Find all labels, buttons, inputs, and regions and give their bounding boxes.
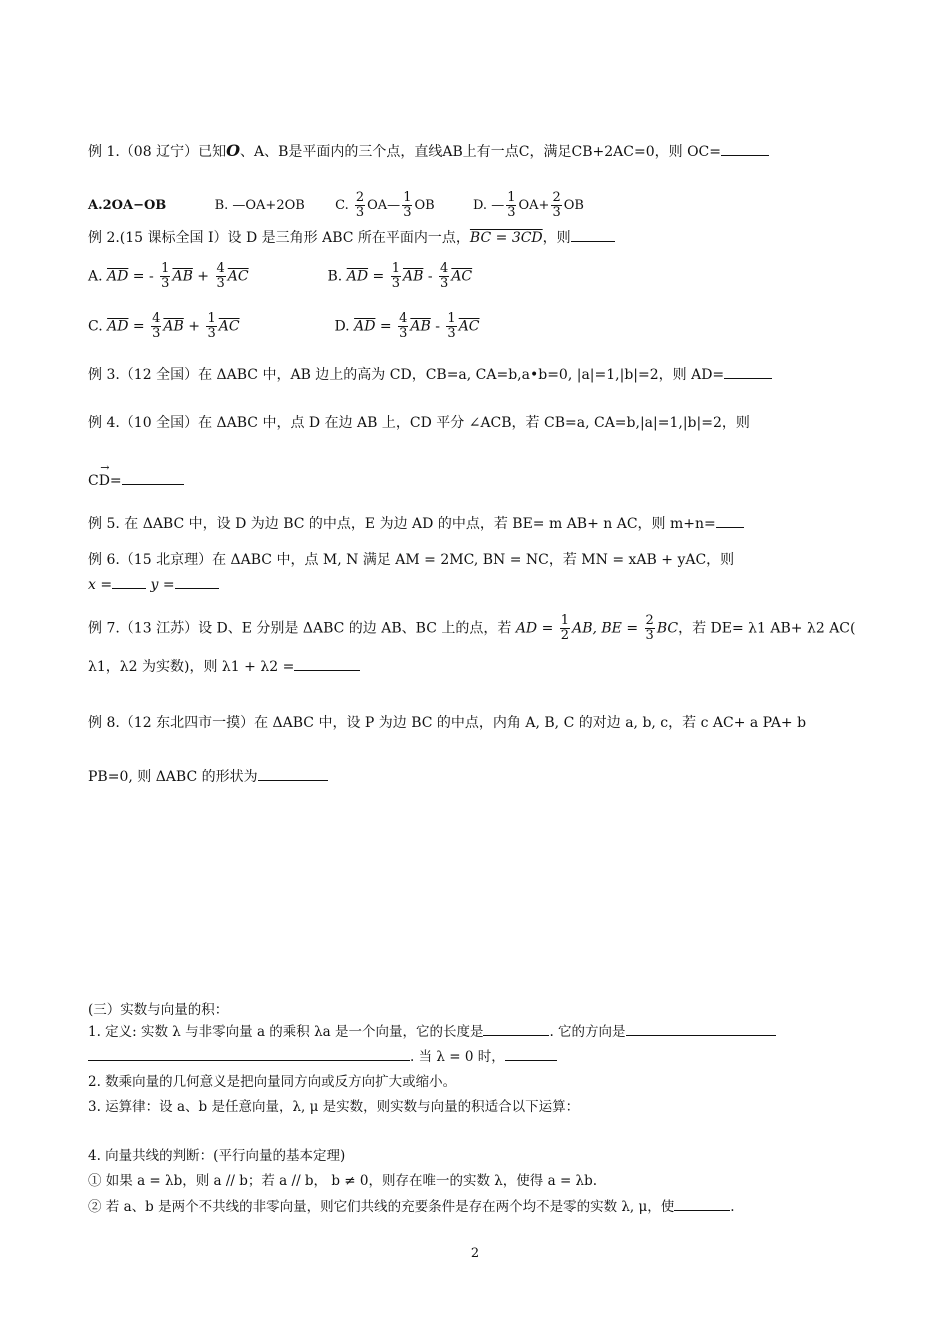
answer-blank xyxy=(626,1021,776,1036)
option-a: A. xyxy=(88,268,103,285)
example-7-tail xyxy=(88,656,360,677)
answer-blank xyxy=(724,364,772,379)
example-2-text: 例 2.(15 课标全国 I）设 D 是三角形 ABC 所在平面内一点， xyxy=(88,230,470,246)
example-8-tail xyxy=(88,766,328,787)
example-7: 例 7.（13 江苏）设 D、E 分别是 ΔABC 的边 AB、BC 上的点，若 AD = $\frac{1}{2}$ AB, BE = $\frac{2}{3}$ BC，若 DE= λ1 AB+ λ2 AC( xyxy=(88,613,856,643)
option-b: B. —OA+2OB xyxy=(214,198,305,213)
option-c: C. xyxy=(88,318,103,335)
example-2-condition: BC = 3CD xyxy=(469,230,543,246)
example-8 xyxy=(88,713,806,733)
example-3-text: 例 3.（12 全国）在 ΔABC 中，AB 边上的高为 CD，CB=a, CA=b,a•b=0, |a|=1,|b|=2，则 AD= xyxy=(88,367,725,383)
option-d-part2: OB xyxy=(563,198,584,213)
example-6-tail xyxy=(88,574,219,595)
answer-blank xyxy=(88,1046,410,1061)
answer-blank xyxy=(294,656,360,671)
example-2-options-ab: A. $\overline{AD}$ = - $\frac{1}{3}$ $\overline{AB}$ + $\frac{4}{3}$ $\overline{AC}$ B. $\overline{AD}$ = $\frac{1}{3}$ $\overline{AB}$ - $\frac{4}{3}$ $\overline{AC}$ xyxy=(88,261,473,291)
definition-line-2 xyxy=(88,1046,557,1067)
example-1-label: 例 1.（08 辽宁）已知 xyxy=(88,144,227,160)
collinear-rule-2 xyxy=(88,1196,735,1217)
definition-zero: . 当 λ = 0 时， xyxy=(410,1049,505,1065)
definition-direction: . 它的方向是 xyxy=(549,1024,626,1040)
example-6-text: 例 6.（15 北京理）在 ΔABC 中，点 M, N 满足 AM = 2MC, BN = NC，若 MN = xAB + yAC，则 xyxy=(88,552,735,568)
option-c: C. xyxy=(335,198,349,213)
example-7-mid: ，若 DE= λ1 AB+ λ2 AC( xyxy=(678,620,856,637)
example-1 xyxy=(88,141,769,162)
example-4-text: 例 4.（10 全国）在 ΔABC 中，点 D 在边 AB 上，CD 平分 ∠ACB，若 CB=a, CA=b,|a|=1,|b|=2，则 xyxy=(88,415,750,431)
answer-blank xyxy=(674,1196,730,1211)
answer-blank xyxy=(505,1046,557,1061)
answer-blank xyxy=(721,141,769,156)
example-1-text: 、A、B是平面内的三个点，直线AB上有一点C，满足CB+2AC=0，则 OC= xyxy=(240,144,721,160)
example-5-text: 例 5. 在 ΔABC 中，设 D 为边 BC 的中点，E 为边 AD 的中点，若 BE= m AB+ n AC，则 m+n= xyxy=(88,516,716,532)
collinear-rule-1: ① 如果 a = λb，则 a // b；若 a // b， b ≠ 0，则存在唯一的实数 λ，使得 a = λb. xyxy=(88,1173,598,1189)
example-4 xyxy=(88,413,750,433)
answer-blank xyxy=(258,766,328,781)
example-2-options-cd: C. $\overline{AD}$ = $\frac{4}{3}$ $\overline{AB}$ + $\frac{1}{3}$ $\overline{AC}$ D. $\overline{AD}$ = $\frac{4}{3}$ $\overline{AB}$ - $\frac{1}{3}$ $\overline{AC}$ xyxy=(88,311,480,341)
example-1-options: A.2OA−OB B. —OA+2OB C. $\frac{2}{3}$ OA— $\frac{1}{3}$ OB D. — $\frac{1}{3}$ OA+ $\frac{2}{3}$ OB xyxy=(88,190,584,220)
definition-line xyxy=(88,1021,776,1042)
collinear-title: 4. 向量共线的判断：(平行向量的基本定理) xyxy=(88,1148,346,1164)
option-d: D. xyxy=(334,318,350,335)
example-4-tail xyxy=(88,470,184,491)
answer-blank xyxy=(716,513,744,528)
option-a: A.2OA−OB xyxy=(88,198,167,213)
answer-blank-y xyxy=(175,574,219,589)
answer-blank xyxy=(571,227,615,242)
example-5 xyxy=(88,513,744,534)
example-3 xyxy=(88,364,772,385)
page-number: 2 xyxy=(470,1246,480,1261)
option-d: D. — xyxy=(472,198,505,213)
option-c-part2: OB xyxy=(414,198,435,213)
example-7-text: 例 7.（13 江苏）设 D、E 分别是 ΔABC 的边 AB、BC 上的点，若 xyxy=(88,620,512,637)
example-2-tail: ，则 xyxy=(542,230,571,246)
answer-blank xyxy=(483,1021,549,1036)
period: . xyxy=(730,1199,735,1215)
example-6 xyxy=(88,550,734,570)
y-label: y = xyxy=(150,577,175,593)
option-b: B. xyxy=(327,268,343,285)
answer-blank xyxy=(122,470,184,485)
operation-laws: 3. 运算律：设 a、b 是任意向量，λ, μ 是实数，则实数与向量的积适合以下运算： xyxy=(88,1099,580,1115)
option-d-part: OA+ xyxy=(518,198,550,213)
example-4-cd: → CD= xyxy=(88,471,122,491)
collinear-rule-2-text: ② 若 a、b 是两个不共线的非零向量，则它们共线的充要条件是存在两个均不是零的实数 λ, μ，使 xyxy=(88,1199,675,1215)
definition-text: 1. 定义: 实数 λ 与非零向量 a 的乘积 λa 是一个向量，它的长度是 xyxy=(88,1024,484,1040)
example-2 xyxy=(88,227,615,248)
point-o: O xyxy=(226,141,241,160)
example-8-tail-text: PB=0, 则 ΔABC 的形状为 xyxy=(88,769,258,785)
example-7-tail-text: λ1，λ2 为实数)，则 λ1 + λ2 = xyxy=(88,659,295,675)
example-8-text: 例 8.（12 东北四市一摸）在 ΔABC 中，设 P 为边 BC 的中点，内角 A, B, C 的对边 a, b, c，若 c AC+ a PA+ b xyxy=(88,715,807,731)
x-label: x = xyxy=(88,577,113,593)
option-c-part: OA— xyxy=(367,198,401,213)
section-title: (三）实数与向量的积： xyxy=(88,1002,229,1018)
geometric-meaning: 2. 数乘向量的几何意义是把向量同方向或反方向扩大或缩小。 xyxy=(88,1074,457,1090)
answer-blank-x xyxy=(112,574,146,589)
